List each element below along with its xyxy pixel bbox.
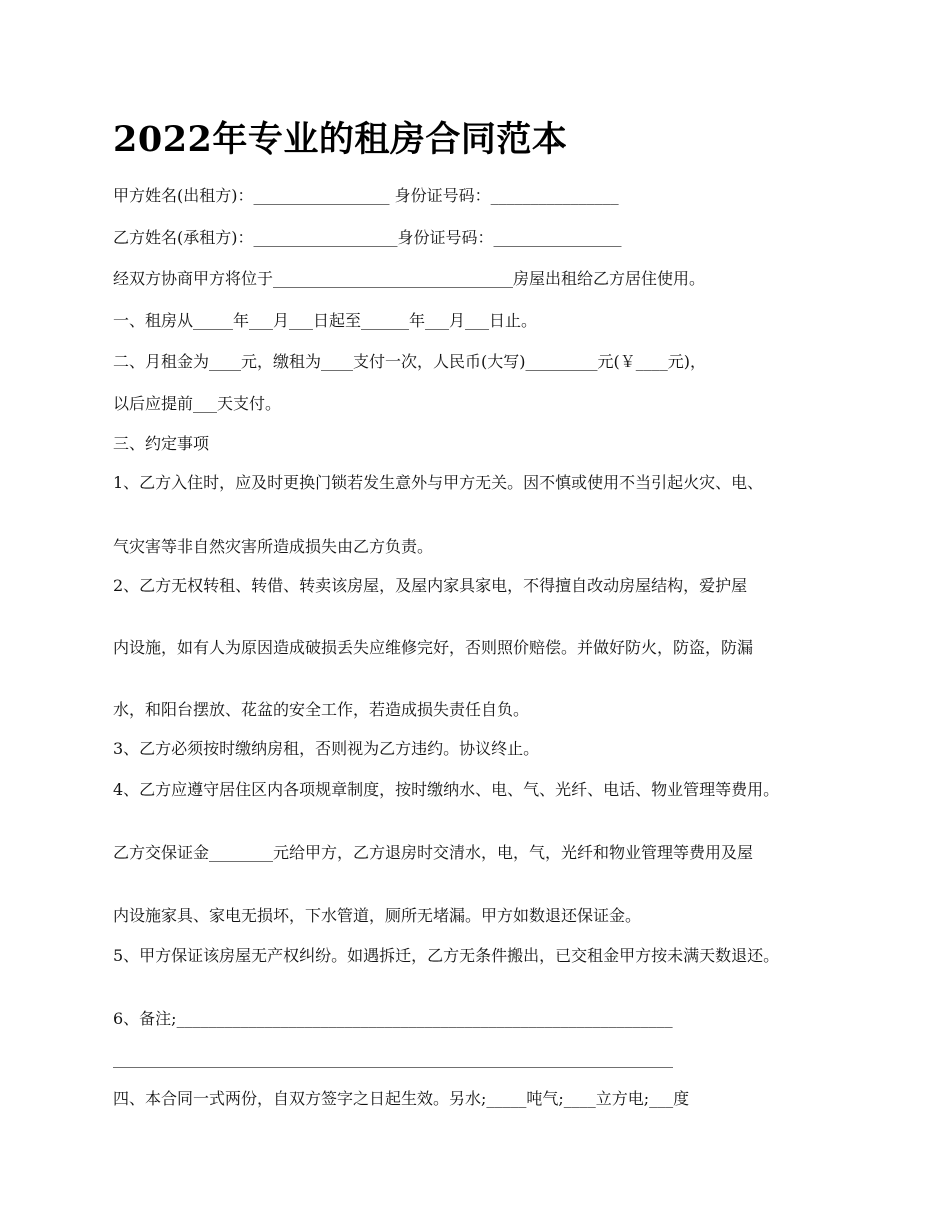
item-2-continued-b: 水，和阳台摆放、花盆的安全工作，若造成损失责任自负。 xyxy=(113,700,530,719)
property-location-line: 经双方协商甲方将位于______________________________房屋出租给乙方居住使用。 xyxy=(113,269,706,288)
document-title: 2022年专业的租房合同范本 xyxy=(113,119,568,160)
item-1-continued: 气灾害等非自然灾害所造成损失由乙方负责。 xyxy=(113,537,434,556)
clause-1-term: 一、租房从_____年___月___日起至______年___月___日止。 xyxy=(113,311,538,330)
clause-3-heading: 三、约定事项 xyxy=(113,434,210,453)
item-4-text: 4、乙方应遵守居住区内各项规章制度，按时缴纳水、电、气、光纤、电话、物业管理等费用。 xyxy=(113,780,780,799)
clause-2-rent: 二、月租金为____元，缴租为____支付一次，人民币(大写)_________元(￥____元)， xyxy=(113,352,706,371)
item-3-text: 3、乙方必须按时缴纳房租，否则视为乙方违约。协议终止。 xyxy=(113,739,540,758)
lessor-info-line: 甲方姓名(出租方)：_________________ 身份证号码：________________ xyxy=(113,186,619,205)
clause-2-payment-notice: 以后应提前___天支付。 xyxy=(113,394,282,413)
item-2-continued-a: 内设施，如有人为原因造成破损丢失应维修完好，否则照价赔偿。并做好防火，防盗，防漏 xyxy=(113,638,754,657)
deposit-continued: 内设施家具、家电无损坏，下水管道，厕所无堵漏。甲方如数退还保证金。 xyxy=(113,906,642,925)
item-6-remarks: 6、备注;______________________________________________________________ xyxy=(113,1009,673,1028)
item-1-text: 1、乙方入住时，应及时更换门锁若发生意外与甲方无关。因不慎或使用不当引起火灾、电、 xyxy=(113,473,764,492)
item-5-text: 5、甲方保证该房屋无产权纠纷。如遇拆迁，乙方无条件搬出，已交租金甲方按未满天数退还。 xyxy=(113,946,780,965)
clause-4-text: 四、本合同一式两份，自双方签字之日起生效。另水;_____吨气;____立方电;___度 xyxy=(113,1089,690,1108)
lessee-info-line: 乙方姓名(承租方)：__________________身份证号码：________________ xyxy=(113,228,622,247)
item-2-text: 2、乙方无权转租、转借、转卖该房屋，及屋内家具家电，不得擅自改动房屋结构，爱护屋 xyxy=(113,576,748,595)
remarks-blank-line: ______________________________________________________________________ xyxy=(113,1049,673,1068)
deposit-text: 乙方交保证金________元给甲方，乙方退房时交清水，电，气，光纤和物业管理等费用及屋 xyxy=(113,843,754,862)
